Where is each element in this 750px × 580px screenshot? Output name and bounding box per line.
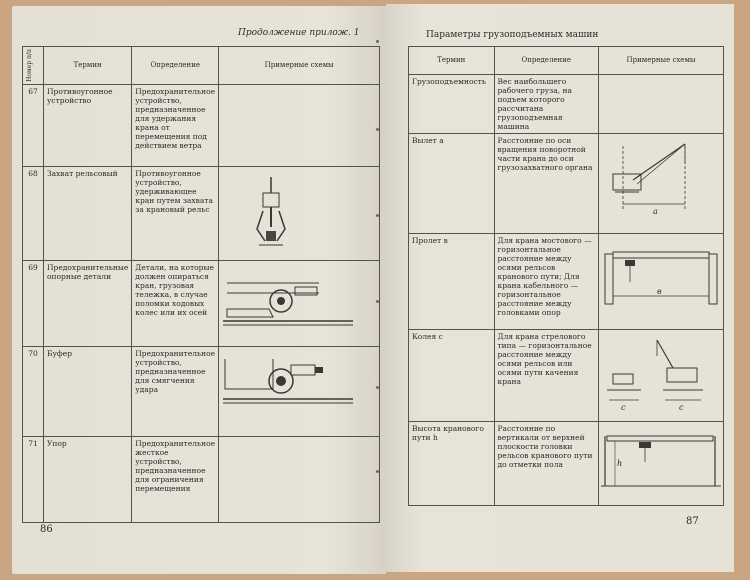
left-page-number: 86	[40, 524, 53, 535]
row-term: Захват рельсовый	[44, 167, 132, 261]
table-row	[409, 75, 724, 134]
binding-stitch	[376, 386, 379, 389]
table-row	[23, 347, 380, 437]
row-term: Пролет в	[409, 234, 495, 330]
row-definition: Предохранительное жесткое устройство, предназначенное для ограничения перемещения	[132, 437, 219, 523]
row-definition: Противоугонное устройство, удерживающее кран путем захвата за крановый рельс	[132, 167, 219, 261]
gauge-label-right: с	[679, 403, 684, 412]
row-term: Грузоподъемность	[409, 75, 495, 134]
track-gauge-diagram	[599, 330, 724, 422]
row-number: 67	[23, 85, 44, 167]
table-row	[23, 167, 380, 261]
row-definition: Детали, на которые должен опираться кран, грузовая тележка, в случае поломки ходовых колес или их осей	[132, 261, 219, 347]
safety-support-diagram	[219, 261, 380, 347]
jib-crane-diagram	[599, 134, 724, 234]
row-term: Высота кранового пути h	[409, 422, 495, 506]
table-row	[409, 422, 724, 506]
row-definition: Для крана мостового — горизонтальное расстояние между осями рельсов кранового пути; Для крана кабельного — горизонтальное расстояние между головками опор	[494, 234, 599, 330]
binding-stitch	[376, 128, 379, 131]
row-number: 69	[23, 261, 44, 347]
row-number: 68	[23, 167, 44, 261]
row-definition: Для крана стрелового типа — горизонтальное расстояние между осями рельсов или осями пути качения крана	[494, 330, 599, 422]
rail-clamp-diagram	[219, 167, 380, 261]
row-term: Буфер	[44, 347, 132, 437]
gauge-label-left: с	[621, 403, 626, 412]
column-header-diagram: Примерные схемы	[219, 47, 380, 85]
column-header-number: Номер п/п	[23, 47, 44, 85]
row-term: Упор	[44, 437, 132, 523]
row-definition: Вес наибольшего рабочего груза, на подъем которого рассчитана грузоподъемная машина	[494, 75, 599, 134]
diagram-cell-empty	[599, 75, 724, 134]
column-header-term: Термин	[44, 47, 132, 85]
table-header-row	[409, 47, 724, 75]
table-row	[409, 330, 724, 422]
row-term: Противоугонное устройство	[44, 85, 132, 167]
rail-height-diagram	[599, 422, 724, 506]
diagram-cell-empty	[219, 437, 380, 523]
column-header-diagram: Примерные схемы	[599, 47, 724, 75]
binding-stitch	[376, 214, 379, 217]
row-number: 71	[23, 437, 44, 523]
span-label: в	[657, 287, 662, 296]
bridge-span-diagram	[599, 234, 724, 330]
row-term: Предохранительные опорные детали	[44, 261, 132, 347]
table-row	[409, 134, 724, 234]
row-definition: Предохранительное устройство, предназначенное для удержания крана от перемещения под действием ветра	[132, 85, 219, 167]
height-label: h	[617, 459, 623, 468]
table-header-row	[23, 47, 380, 85]
left-page-heading: Продолжение прилож. 1	[238, 28, 360, 38]
row-definition: Расстояние по вертикали от верхней плоскости головки рельсов кранового пути до отметки пола	[494, 422, 599, 506]
right-page-number: 87	[686, 516, 699, 527]
left-page	[12, 6, 386, 574]
table-row	[409, 234, 724, 330]
binding-stitch	[376, 300, 379, 303]
row-term: Вылет а	[409, 134, 495, 234]
binding-stitch	[376, 470, 379, 473]
row-number: 70	[23, 347, 44, 437]
column-header-term: Термин	[409, 47, 495, 75]
right-page	[386, 4, 734, 572]
buffer-diagram	[219, 347, 380, 437]
diagram-cell-empty	[219, 85, 380, 167]
row-definition: Расстояние по оси вращения поворотной части крана до оси грузозахватного органа	[494, 134, 599, 234]
table-row	[23, 261, 380, 347]
right-page-heading: Параметры грузоподъемных машин	[426, 30, 599, 40]
binding-stitch	[376, 40, 379, 43]
row-term: Колея с	[409, 330, 495, 422]
reach-label: а	[653, 207, 658, 216]
column-header-definition: Определение	[132, 47, 219, 85]
row-definition: Предохранительное устройство, предназначенное для смягчения удара	[132, 347, 219, 437]
table-row	[23, 85, 380, 167]
table-row	[23, 437, 380, 523]
left-terms-table	[22, 46, 380, 523]
column-header-definition: Определение	[494, 47, 599, 75]
right-parameters-table	[408, 46, 724, 506]
